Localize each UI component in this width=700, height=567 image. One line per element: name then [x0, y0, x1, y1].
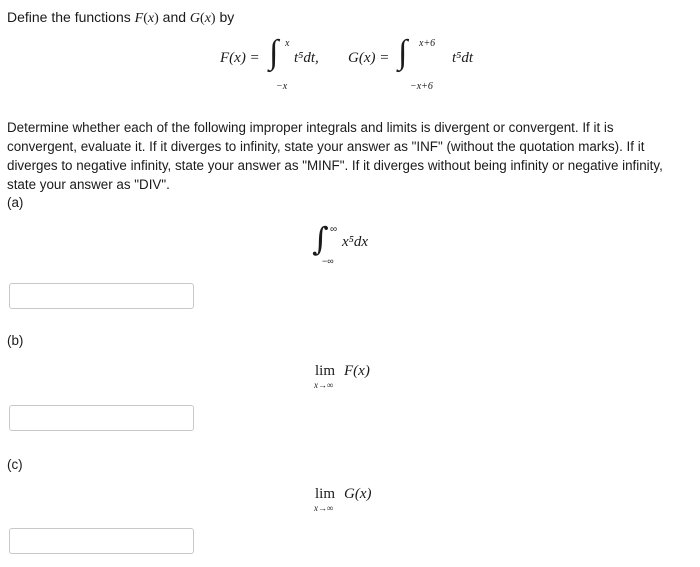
- F-integral-sign: ∫: [269, 34, 279, 71]
- part-a-label: (a): [7, 195, 24, 210]
- F-lhs: F(x) =: [220, 50, 260, 66]
- F-upper-limit: x: [285, 38, 290, 49]
- part-a-integral-sign: ∫: [312, 220, 329, 258]
- part-b-limit: [314, 363, 394, 395]
- G-integral-sign: ∫: [398, 34, 408, 71]
- intro-and: and: [158, 9, 190, 25]
- part-a-upper-limit: ∞: [330, 224, 338, 235]
- part-c-lim: lim: [315, 486, 336, 502]
- F-integrand: t⁵dt,: [294, 50, 319, 66]
- G-lhs: G(x) =: [348, 50, 390, 66]
- function-definitions: [220, 36, 500, 92]
- part-b-answer-input[interactable]: [9, 405, 194, 431]
- G-lower-limit: −x+6: [410, 81, 433, 92]
- G-integrand: t⁵dt: [452, 50, 474, 66]
- G-upper-limit: x+6: [419, 38, 436, 49]
- part-c-label: (c): [7, 457, 23, 472]
- intro-F-arg: x: [147, 11, 155, 26]
- part-c-limit: [314, 486, 394, 518]
- intro-G: G: [189, 11, 201, 26]
- part-a-integral: [312, 220, 392, 266]
- part-b-label: (b): [7, 333, 24, 348]
- intro-F: F: [134, 11, 144, 26]
- part-c-subscript: x→∞: [314, 503, 334, 513]
- intro-G-arg: x: [204, 11, 211, 26]
- part-c-expr: G(x): [344, 486, 372, 502]
- part-a-lower-limit: −∞: [322, 256, 334, 266]
- part-b-lim: lim: [315, 363, 336, 379]
- instructions: Determine whether each of the following improper integrals and limits is divergent or convergent. If it is convergent, evaluate it. If it diverges to infinity, state your answer as "INF" (without the quotation marks). If it diverges to negative infinity, state your answer as "MINF". If it diverges without being infinity or negative infinity, state your answer as "DIV".: [7, 120, 663, 192]
- part-b-expr: F(x): [344, 363, 370, 379]
- F-lower-limit: −x: [276, 81, 288, 92]
- part-b-subscript: x→∞: [314, 380, 334, 390]
- intro-by: by: [215, 9, 235, 25]
- part-c-answer-input[interactable]: [9, 528, 194, 554]
- part-a-integrand: x⁵dx: [342, 234, 369, 250]
- intro-line: Define the functions F(x) and G(x) by: [7, 9, 235, 26]
- part-a-answer-input[interactable]: [9, 283, 194, 309]
- intro-text: Define the functions: [7, 9, 135, 25]
